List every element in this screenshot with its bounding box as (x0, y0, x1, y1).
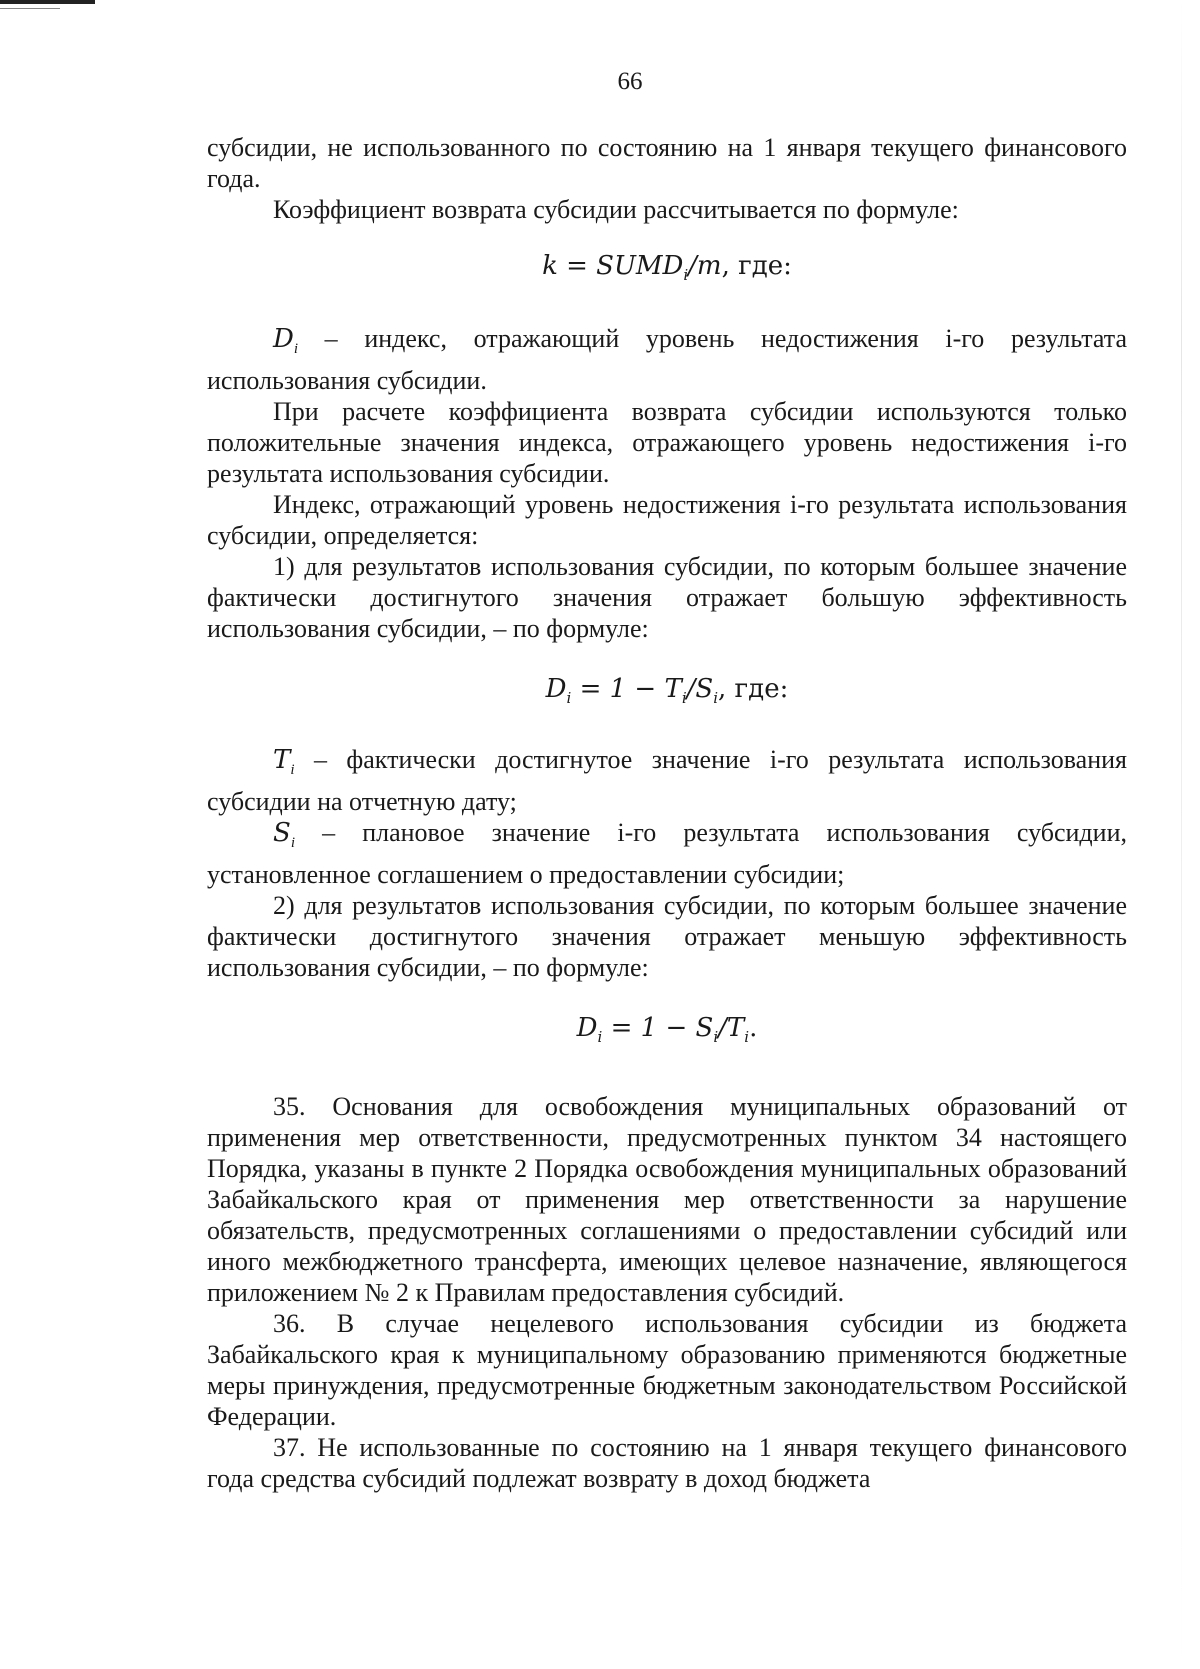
formula-k-rhs: /m (688, 251, 722, 281)
paragraph-ti-text: – фактически достигнутое значение i-го результата использования субсидии на отчетную дату; (207, 745, 1127, 816)
paragraph-ti-definition (207, 744, 1127, 817)
paragraph-35: 35. Основания для освобождения муниципальных образований от применения мер ответственности, предусмотренных пунктом 34 настоящего Порядка, указаны в пункте 2 Порядка освобождения муниципальных образований Забайкальского края от применения мер ответственности за нарушение обязательств, предусмотренных соглашениями о предоставлении субсидий или иного межбюджетного трансферта, имеющих целевое назначение, являющегося приложением № 2 к Правилам предоставления субсидий. (207, 1092, 1127, 1307)
paragraph-36: 36. В случае нецелевого использования субсидии из бюджета Забайкальского края к муниципальному образованию применяются бюджетные меры принуждения, предусмотренные бюджетным законодательством Российской Федерации. (207, 1309, 1127, 1431)
page-number: 66 (617, 68, 643, 95)
formula-di-2-lhs: D (576, 1013, 598, 1043)
symbol-d: D (273, 324, 294, 354)
formula-di-1-sub-a: i (566, 689, 572, 707)
formula-di-2-mid: = 1 − S (602, 1013, 714, 1043)
formula-di-2-sub-a: i (597, 1028, 603, 1046)
paragraph-case-2: 2) для результатов использования субсидии, по которым большее значение фактически достигнутого значения отражает меньшую эффективность использования субсидии, – по формуле: (207, 891, 1127, 982)
paragraph-di-definition (207, 323, 1127, 396)
paragraph-index-defined: Индекс, отражающий уровень недостижения i-го результата использования субсидии, определяется: (207, 490, 1127, 550)
formula-di-1-mid: = 1 − T (571, 674, 682, 704)
paragraph-continuation: субсидии, не использованного по состоянию на 1 января текущего финансового года. (207, 133, 1127, 193)
formula-di-2-sub-c: i (744, 1028, 750, 1046)
formula-di-1-sub-c: i (713, 689, 719, 707)
formula-k (207, 225, 1127, 323)
formula-di-1-sub-b: i (681, 689, 687, 707)
formula-di-1-suffix: , где: (718, 674, 789, 704)
symbol-s-sub: i (290, 835, 295, 851)
formula-k-sub: i (683, 266, 689, 284)
formula-di-1-slash: /S (686, 674, 714, 704)
paragraph-di-text: – индекс, отражающий уровень недостижения i-го результата использования субсидии. (207, 324, 1127, 395)
symbol-d-sub: i (293, 341, 299, 357)
paragraph-37: 37. Не использованные по состоянию на 1 января текущего финансового года средства субсидий подлежат возврату в доход бюджета (207, 1433, 1127, 1493)
formula-di-1 (207, 644, 1127, 744)
formula-di-2-suffix: . (749, 1013, 758, 1043)
formula-di-2 (207, 983, 1127, 1091)
scan-artifact (0, 0, 95, 4)
document-body (207, 132, 1127, 1494)
scan-artifact-line (0, 8, 60, 9)
paragraph-si-text: – плановое значение i-го результата использования субсидии, установленное соглашением о предоставлении субсидии; (207, 818, 1127, 889)
formula-di-1-lhs: D (545, 674, 567, 704)
paragraph-si-definition (207, 817, 1127, 890)
symbol-t: T (273, 745, 291, 775)
paragraph-positive-values: При расчете коэффициента возврата субсидии используются только положительные значения индекса, отражающего уровень недостижения i-го результата использования субсидии. (207, 397, 1127, 488)
symbol-s: S (273, 818, 291, 848)
formula-di-2-slash: /T (718, 1013, 745, 1043)
paragraph-coefficient-intro: Коэффициент возврата субсидии рассчитывается по формуле: (273, 195, 959, 224)
formula-di-2-sub-b: i (713, 1028, 719, 1046)
paragraph-case-1: 1) для результатов использования субсидии, по которым большее значение фактически достигнутого значения отражает большую эффективность использования субсидии, – по формуле: (207, 552, 1127, 643)
formula-k-lhs: k = SUMD (542, 251, 684, 281)
symbol-t-sub: i (290, 762, 295, 778)
formula-k-suffix: , где: (721, 251, 792, 281)
scan-edge (1181, 0, 1182, 1669)
